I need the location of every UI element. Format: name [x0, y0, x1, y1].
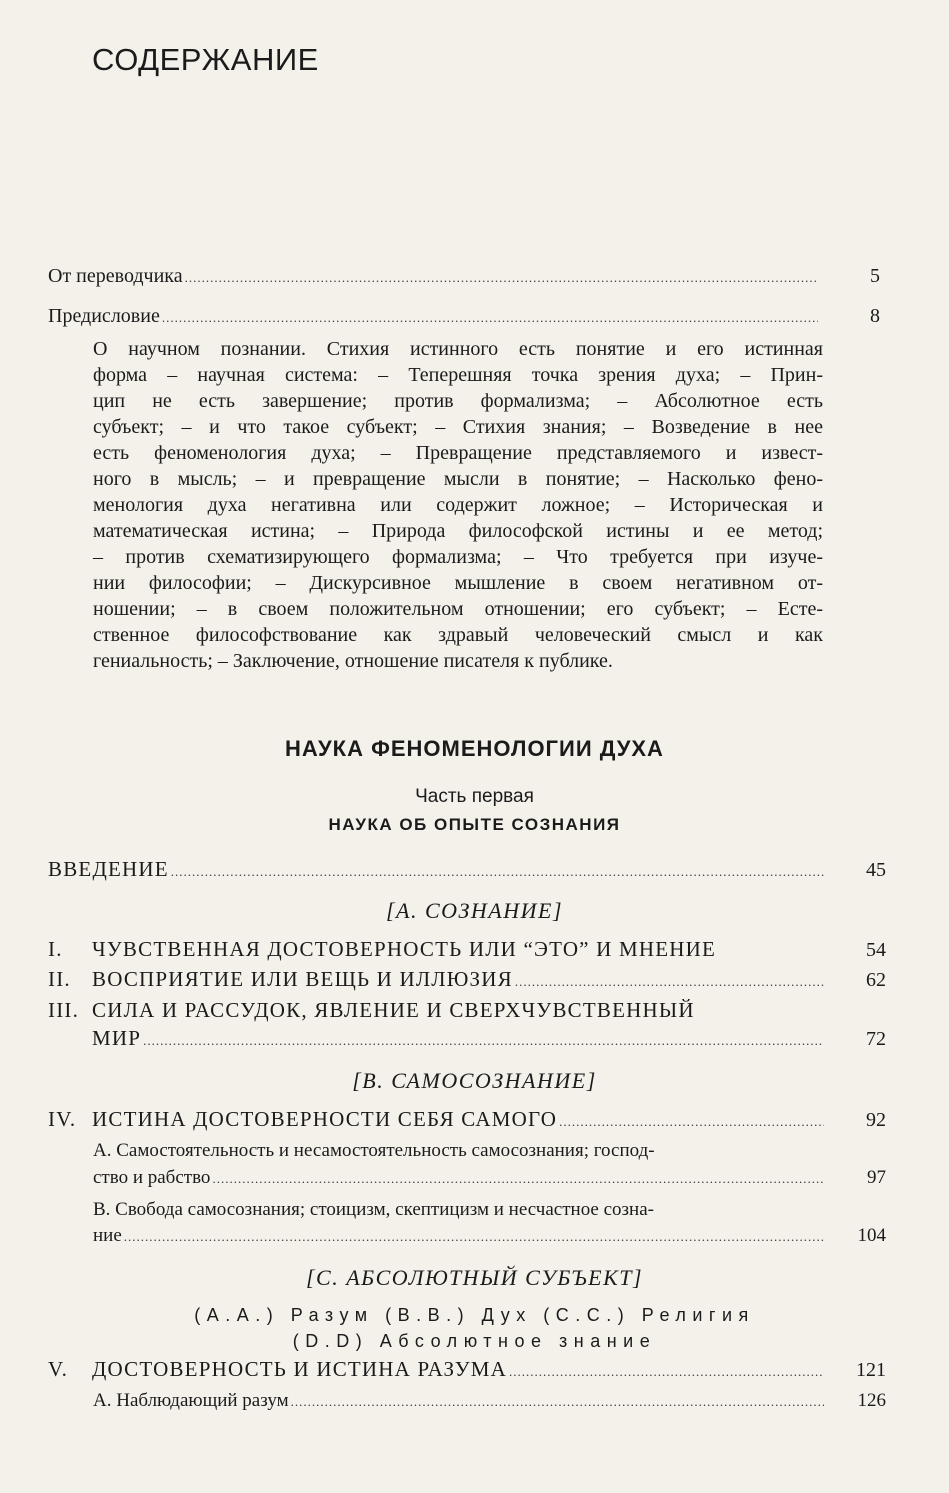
toc-entry-label: ние [93, 1225, 122, 1246]
summary-line: математическая истина; – Природа философской истины и ее метод; [93, 520, 823, 542]
toc-page-number: 121 [856, 1359, 886, 1381]
toc-entry-translator[interactable] [48, 264, 880, 290]
page-title: СОДЕРЖАНИЕ [92, 42, 319, 77]
part-title: НАУКА ОБ ОПЫТЕ СОЗНАНИЯ [328, 815, 621, 834]
toc-subentry-iv-b[interactable] [93, 1224, 886, 1249]
leader-dots [515, 970, 824, 994]
toc-chapter-4[interactable] [48, 1107, 886, 1134]
toc-chapter-3-line2[interactable] [92, 1026, 886, 1053]
toc-entry-label: МИР [92, 1026, 142, 1050]
summary-line: гениальность; – Заключение, отношение писателя к публике. [93, 650, 613, 672]
leader-dots [171, 860, 824, 884]
part-label: Часть первая [415, 786, 534, 807]
toc-entry-label: ДОСТОВЕРНОСТЬ И ИСТИНА РАЗУМА [92, 1357, 508, 1381]
toc-chapter-2[interactable] [48, 967, 886, 994]
summary-line: цип не есть завершение; против формализма; – Абсолютное есть [93, 390, 823, 412]
toc-entry-preface[interactable] [48, 304, 880, 330]
preface-summary [93, 336, 823, 674]
leader-dots [124, 1225, 824, 1249]
toc-page-number: 72 [866, 1028, 886, 1050]
toc-page-number: 126 [857, 1390, 886, 1411]
toc-entry-label: Предисловие [48, 305, 160, 327]
summary-line: есть феноменология духа; – Превращение представляемого и извест- [93, 442, 823, 464]
toc-subentry-iv-b-line1: В. Свобода самосознания; стоицизм, скептицизм и несчастное созна- [93, 1199, 654, 1220]
summary-line: О научном познании. Стихия истинного есть понятие и его истинная [93, 338, 823, 360]
leader-dots [559, 1110, 824, 1134]
toc-entry-label: ВОСПРИЯТИЕ ИЛИ ВЕЩЬ И ИЛЛЮЗИЯ [92, 967, 513, 991]
chapter-number: IV. [48, 1107, 77, 1131]
toc-subentry-v-a[interactable] [93, 1389, 886, 1414]
toc-entry-label: ИСТИНА ДОСТОВЕРНОСТИ СЕБЯ САМОГО [92, 1107, 558, 1131]
toc-page-number: 104 [857, 1225, 886, 1246]
section-heading-a: [А. СОЗНАНИЕ] [385, 898, 564, 923]
toc-page-number: 62 [866, 969, 886, 991]
toc-entry-label: А. Наблюдающий разум [93, 1390, 289, 1411]
toc-page-number: 45 [866, 859, 886, 881]
chapter-number: III. [48, 998, 80, 1022]
book-title: НАУКА ФЕНОМЕНОЛОГИИ ДУХА [285, 736, 664, 761]
toc-subentry-iv-a-line1: А. Самостоятельность и несамостоятельность самосознания; господ- [93, 1140, 655, 1161]
summary-line: ного в мысль; – и превращение мысли в понятие; – Насколько фено- [93, 468, 823, 490]
toc-entry-label: ВВЕДЕНИЕ [48, 857, 169, 881]
toc-entry-label: СИЛА И РАССУДОК, ЯВЛЕНИЕ И СВЕРХЧУВСТВЕННЫЙ [92, 998, 695, 1022]
toc-page-number: 97 [867, 1167, 886, 1188]
leader-dots [291, 1390, 824, 1414]
chapter-number: II. [48, 967, 71, 991]
toc-page-number: 8 [870, 305, 880, 327]
toc-chapter-1[interactable] [48, 937, 886, 964]
section-heading-c: [С. АБСОЛЮТНЫЙ СУБЪЕКТ] [305, 1265, 644, 1290]
toc-chapter-3-line1[interactable] [48, 998, 886, 1022]
toc-page-number: 5 [870, 265, 880, 287]
section-c-subtitle-2: (D.D) Абсолютное знание [292, 1331, 657, 1351]
summary-line: нии философии; – Дискурсивное мышление в своем негативном от- [93, 572, 823, 594]
summary-line: ношении; – в своем положительном отношении; его субъект; – Есте- [93, 598, 823, 620]
summary-line: менология духа негативна или содержит ложное; – Историческая и [93, 494, 823, 516]
toc-chapter-5[interactable] [48, 1357, 886, 1384]
section-c-subtitle-1: (А.А.) Разум (В.В.) Дух (С.С.) Религия [194, 1305, 755, 1325]
leader-dots [509, 1360, 824, 1384]
summary-line: форма – научная система: – Теперешняя точка зрения духа; – Прин- [93, 364, 823, 386]
section-heading-b: [В. САМОСОЗНАНИЕ] [352, 1068, 597, 1093]
summary-line: ственное философствование как здравый человеческий смысл и как [93, 624, 823, 646]
toc-subentry-iv-a[interactable] [93, 1166, 886, 1191]
leader-dots [212, 1167, 824, 1191]
chapter-number: V. [48, 1357, 69, 1381]
toc-entry-label: От переводчика [48, 265, 183, 287]
leader-dots [162, 306, 818, 330]
toc-page-number: 54 [866, 939, 886, 961]
toc-page-number: 92 [866, 1109, 886, 1131]
chapter-number: I. [48, 937, 63, 961]
toc-entry-label: ство и рабство [93, 1167, 211, 1188]
toc-entry-label: ЧУВСТВЕННАЯ ДОСТОВЕРНОСТЬ ИЛИ “ЭТО” И МНЕНИЕ [92, 937, 716, 961]
leader-dots [185, 266, 818, 290]
toc-entry-introduction[interactable] [48, 857, 886, 884]
leader-dots [143, 1029, 824, 1053]
summary-line: субъект; – и что такое субъект; – Стихия знания; – Возведение в нее [93, 416, 823, 438]
summary-line: – против схематизирующего формализма; – Что требуется при изуче- [93, 546, 823, 568]
